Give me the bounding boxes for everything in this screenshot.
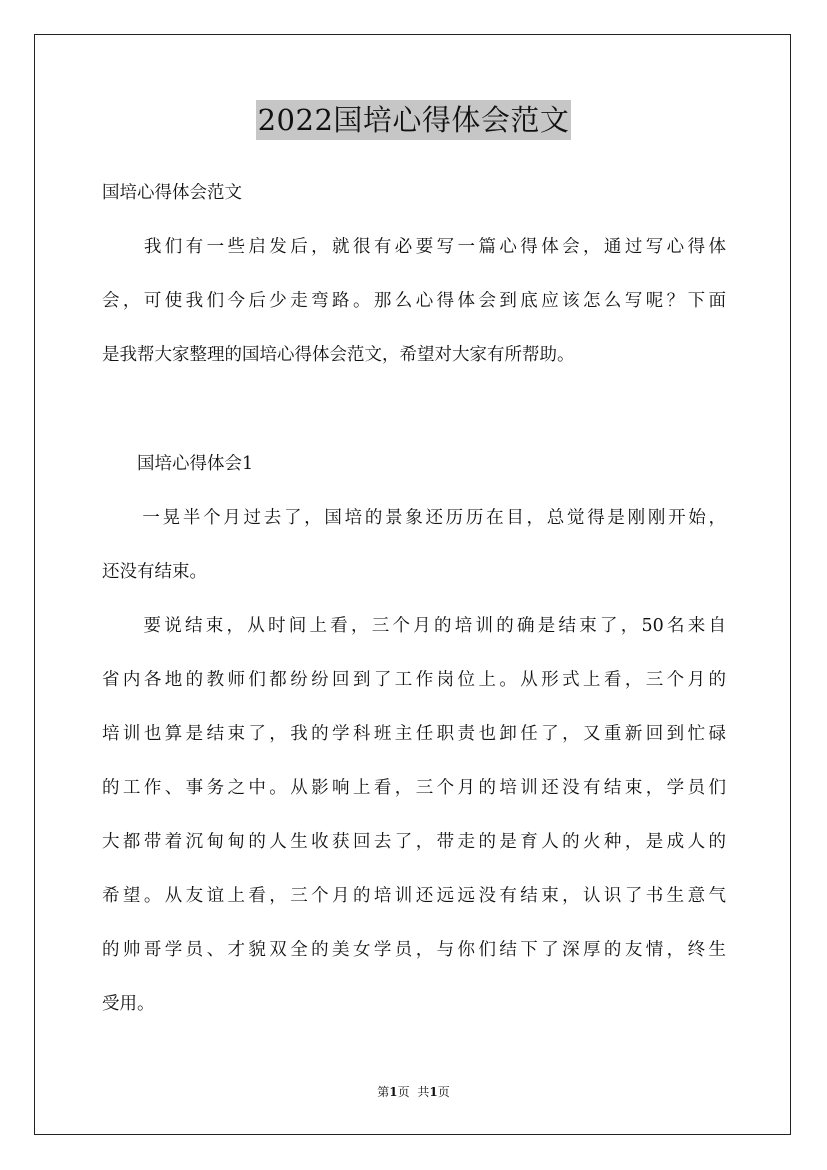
section-heading: 国培心得体会1	[102, 454, 254, 474]
footer-prefix: 第	[377, 1085, 390, 1099]
paragraph-line: 会，可使我们今后少走弯路。那么心得体会到底应该怎么写呢？下面	[102, 291, 726, 311]
paragraph-line: 是我帮大家整理的国培心得体会范文，希望对大家有所帮助。	[102, 345, 575, 365]
paragraph-line: 省内各地的教师们都纷纷回到了工作岗位上。从形式上看，三个月的	[102, 670, 726, 690]
doc-subtitle: 国培心得体会范文	[102, 183, 242, 203]
footer-page-number: 1	[389, 1085, 398, 1099]
document-title	[0, 100, 827, 140]
paragraph-line: 的工作、事务之中。从影响上看，三个月的培训还没有结束，学员们	[102, 778, 726, 798]
paragraph-line: 希望。从友谊上看，三个月的培训还远远没有结束，认识了书生意气	[102, 886, 726, 906]
paragraph-line: 一晃半个月过去了，国培的景象还历历在目，总觉得是刚刚开始，	[102, 508, 726, 528]
paragraph-line: 的帅哥学员、才貌双全的美女学员，与你们结下了深厚的友情，终生	[102, 940, 726, 960]
paragraph-line: 还没有结束。	[102, 562, 207, 582]
paragraph-line: 大都带着沉甸甸的人生收获回去了，带走的是育人的火种，是成人的	[102, 832, 726, 852]
page-footer	[0, 1084, 827, 1100]
footer-page-unit: 页	[397, 1085, 410, 1099]
footer-total-prefix: 共	[417, 1085, 430, 1099]
paragraph-line: 受用。	[102, 994, 155, 1014]
document-title-text: 2022国培心得体会范文	[256, 100, 572, 140]
paragraph-line: 我们有一些启发后，就很有必要写一篇心得体会，通过写心得体	[102, 237, 726, 257]
footer-total-pages: 1	[429, 1085, 438, 1099]
footer-total-unit: 页	[437, 1085, 450, 1099]
paragraph-line: 要说结束，从时间上看，三个月的培训的确是结束了，50名来自	[102, 616, 726, 636]
paragraph-line: 培训也算是结束了，我的学科班主任职责也卸任了，又重新回到忙碌	[102, 724, 726, 744]
